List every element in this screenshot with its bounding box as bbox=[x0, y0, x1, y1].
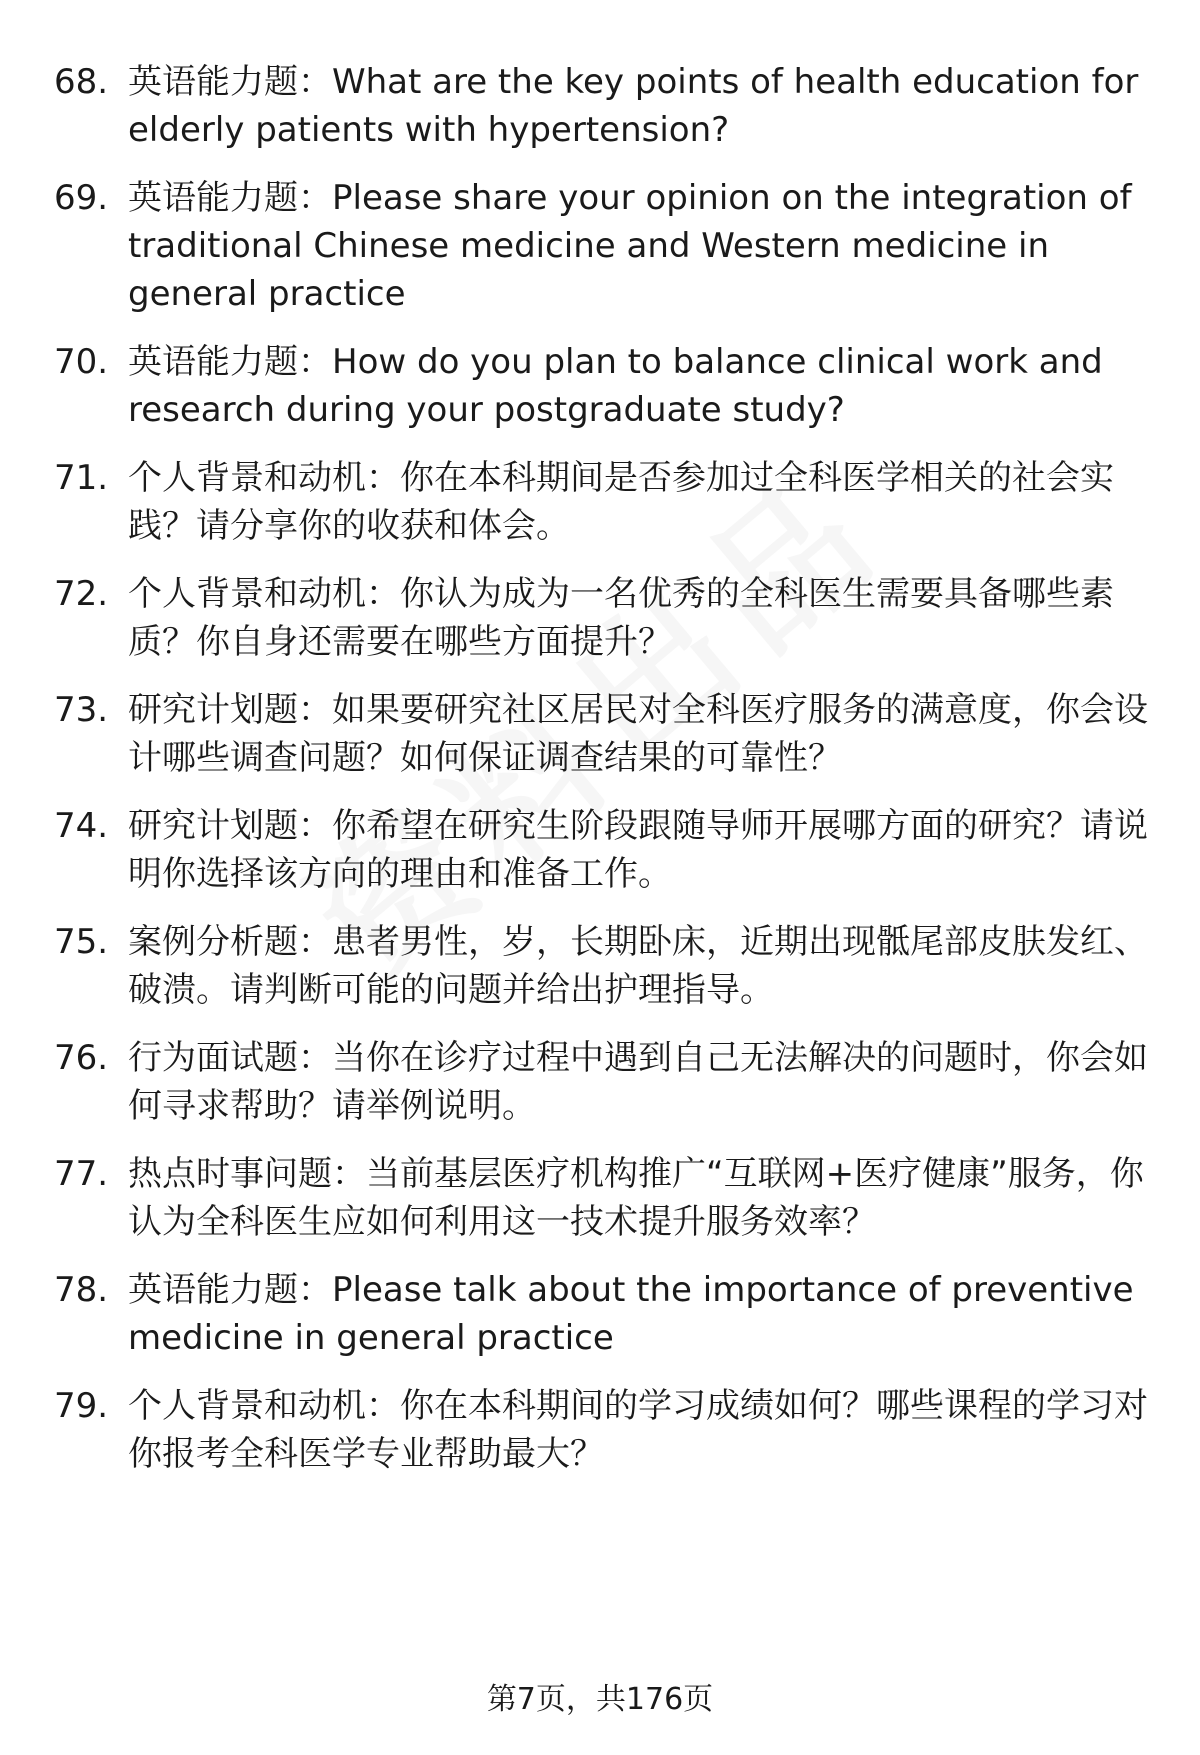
question-item bbox=[54, 802, 1164, 898]
question-text: Please talk about the importance of preventive medicine in general practice bbox=[128, 1270, 1134, 1358]
question-text: 当你在诊疗过程中遇到自己无法解决的问题时，你会如何寻求帮助？请举例说明。 bbox=[128, 1038, 1148, 1126]
question-separator: ： bbox=[298, 178, 332, 218]
question-body bbox=[128, 570, 1164, 666]
question-text: 你认为成为一名优秀的全科医生需要具备哪些素质？你自身还需要在哪些方面提升？ bbox=[128, 574, 1114, 662]
question-body bbox=[128, 338, 1164, 434]
question-body bbox=[128, 802, 1164, 898]
question-separator: ： bbox=[298, 342, 332, 382]
question-body bbox=[128, 454, 1164, 550]
question-body bbox=[128, 918, 1164, 1014]
question-category: 个人背景和动机 bbox=[128, 458, 366, 498]
question-body bbox=[128, 1382, 1164, 1478]
question-text: 你在本科期间是否参加过全科医学相关的社会实践？请分享你的收获和体会。 bbox=[128, 458, 1114, 546]
question-category: 研究计划题 bbox=[128, 690, 298, 730]
question-body bbox=[128, 174, 1164, 318]
question-body bbox=[128, 58, 1164, 154]
question-number: 77. bbox=[54, 1154, 109, 1194]
question-item bbox=[54, 454, 1164, 550]
question-separator: ： bbox=[298, 806, 332, 846]
question-text: Please share your opinion on the integration of traditional Chinese medicine and Western medicine in general practice bbox=[128, 178, 1132, 314]
question-item bbox=[54, 174, 1164, 318]
question-number: 73. bbox=[54, 690, 109, 730]
question-item bbox=[54, 570, 1164, 666]
question-category: 英语能力题 bbox=[128, 178, 298, 218]
question-number: 70. bbox=[54, 342, 109, 382]
question-separator: ： bbox=[366, 574, 400, 614]
question-number: 74. bbox=[54, 806, 109, 846]
question-category: 个人背景和动机 bbox=[128, 574, 366, 614]
question-category: 行为面试题 bbox=[128, 1038, 298, 1078]
question-text: 患者男性，岁，长期卧床，近期出现骶尾部皮肤发红、破溃。请判断可能的问题并给出护理指导。 bbox=[128, 922, 1148, 1010]
question-list bbox=[54, 58, 1164, 1478]
question-body bbox=[128, 1266, 1164, 1362]
question-category: 英语能力题 bbox=[128, 62, 298, 102]
question-category: 案例分析题 bbox=[128, 922, 298, 962]
question-separator: ： bbox=[298, 1038, 332, 1078]
question-number: 76. bbox=[54, 1038, 109, 1078]
question-item bbox=[54, 1382, 1164, 1478]
question-item bbox=[54, 686, 1164, 782]
question-separator: ： bbox=[298, 1270, 332, 1310]
question-separator: ： bbox=[332, 1154, 366, 1194]
question-item bbox=[54, 1266, 1164, 1362]
question-text: How do you plan to balance clinical work and research during your postgraduate study? bbox=[128, 342, 1103, 430]
question-category: 热点时事问题 bbox=[128, 1154, 332, 1194]
question-text: 当前基层医疗机构推广“互联网+医疗健康”服务，你认为全科医生应如何利用这一技术提升服务效率？ bbox=[128, 1154, 1144, 1242]
question-number: 69. bbox=[54, 178, 109, 218]
question-text: What are the key points of health education for elderly patients with hypertension? bbox=[128, 62, 1139, 150]
question-text: 你在本科期间的学习成绩如何？哪些课程的学习对你报考全科医学专业帮助最大？ bbox=[128, 1386, 1148, 1474]
question-separator: ： bbox=[366, 1386, 400, 1426]
question-category: 研究计划题 bbox=[128, 806, 298, 846]
question-number: 68. bbox=[54, 62, 109, 102]
question-item bbox=[54, 1150, 1164, 1246]
question-item bbox=[54, 338, 1164, 434]
question-text: 你希望在研究生阶段跟随导师开展哪方面的研究？请说明你选择该方向的理由和准备工作。 bbox=[128, 806, 1148, 894]
question-separator: ： bbox=[298, 62, 332, 102]
question-separator: ： bbox=[366, 458, 400, 498]
question-category: 英语能力题 bbox=[128, 342, 298, 382]
question-number: 72. bbox=[54, 574, 109, 614]
question-item bbox=[54, 58, 1164, 154]
question-number: 78. bbox=[54, 1270, 109, 1310]
question-number: 75. bbox=[54, 922, 109, 962]
question-category: 英语能力题 bbox=[128, 1270, 298, 1310]
question-body bbox=[128, 1034, 1164, 1130]
question-separator: ： bbox=[298, 690, 332, 730]
question-item bbox=[54, 1034, 1164, 1130]
question-body bbox=[128, 1150, 1164, 1246]
question-item bbox=[54, 918, 1164, 1014]
question-text: 如果要研究社区居民对全科医疗服务的满意度，你会设计哪些调查问题？如何保证调查结果的可靠性？ bbox=[128, 690, 1148, 778]
question-number: 71. bbox=[54, 458, 109, 498]
question-category: 个人背景和动机 bbox=[128, 1386, 366, 1426]
question-separator: ： bbox=[298, 922, 332, 962]
page-number-label: 第7页，共176页 bbox=[486, 1682, 714, 1717]
page-footer bbox=[0, 1680, 1200, 1720]
question-body bbox=[128, 686, 1164, 782]
question-number: 79. bbox=[54, 1386, 109, 1426]
